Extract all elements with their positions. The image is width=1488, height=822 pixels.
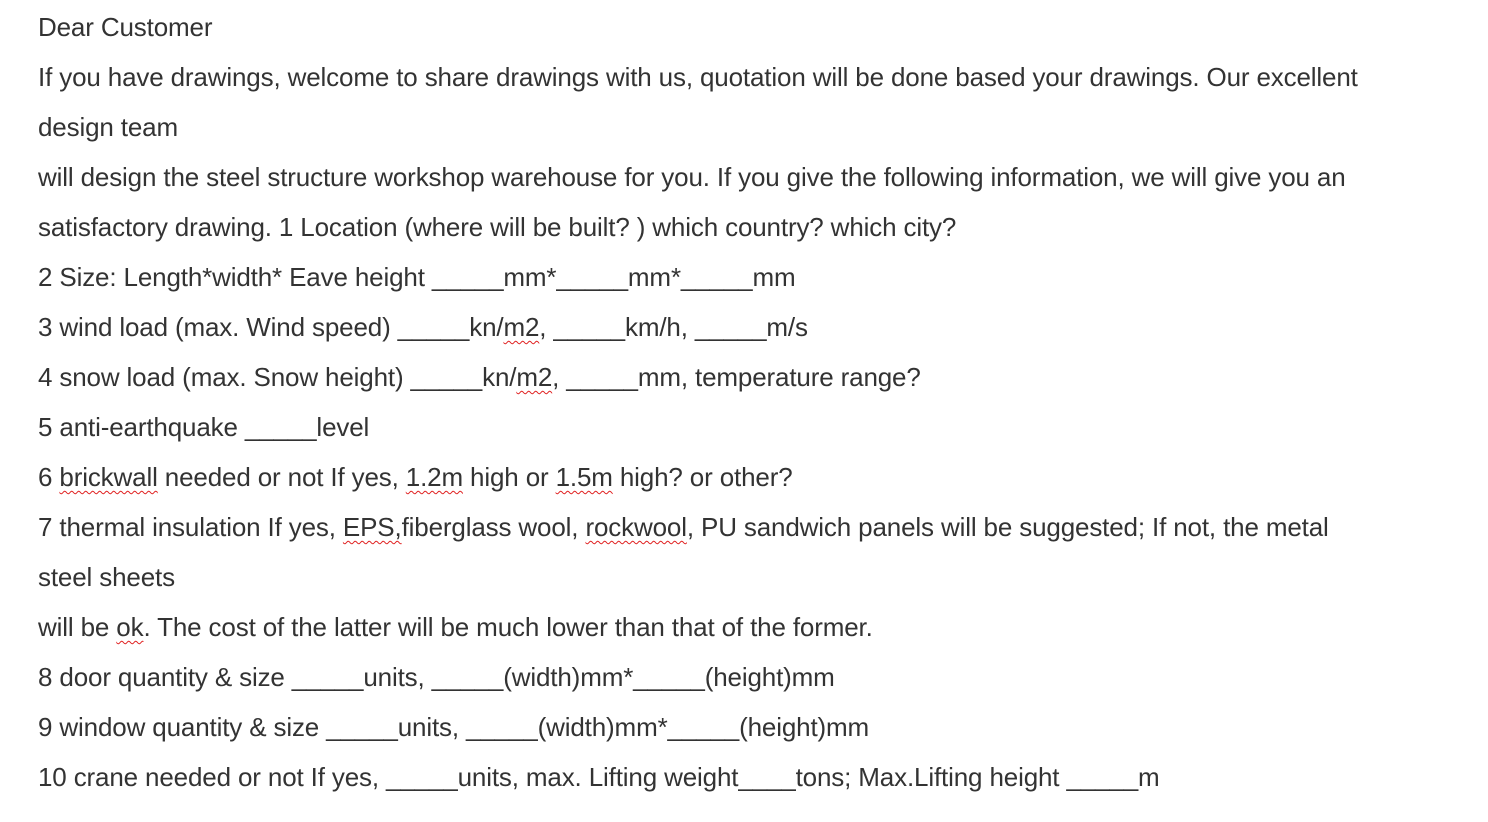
text-segment: will be bbox=[38, 612, 117, 642]
text-segment: , _____mm, temperature range? bbox=[552, 362, 921, 392]
misspelled-word: 1.5m bbox=[555, 462, 613, 492]
text-line bbox=[38, 602, 1478, 652]
text-line bbox=[38, 2, 1478, 52]
text-segment: 10 crane needed or not If yes, _____units, max. Lifting weight____tons; Max.Lifting height _____m bbox=[38, 762, 1160, 792]
text-segment: high or bbox=[462, 462, 556, 492]
text-line bbox=[38, 252, 1478, 302]
text-line bbox=[38, 352, 1478, 402]
text-line bbox=[38, 452, 1478, 502]
misspelled-word: rockwool bbox=[585, 512, 687, 542]
misspelled-word: ok bbox=[116, 612, 144, 642]
text-segment: design team bbox=[38, 112, 178, 142]
text-line bbox=[38, 502, 1478, 552]
misspelled-word: brickwall bbox=[59, 462, 158, 492]
text-line bbox=[38, 752, 1478, 802]
text-line bbox=[38, 552, 1478, 602]
text-segment: steel sheets bbox=[38, 562, 175, 592]
text-segment: 7 thermal insulation If yes, bbox=[38, 512, 343, 542]
text-line bbox=[38, 652, 1478, 702]
document-body bbox=[38, 2, 1478, 802]
misspelled-word: m2 bbox=[516, 362, 553, 392]
text-line bbox=[38, 52, 1478, 102]
text-segment: If you have drawings, welcome to share drawings with us, quotation will be done based your drawings. Our excellent bbox=[38, 62, 1358, 92]
text-line bbox=[38, 702, 1478, 752]
text-line bbox=[38, 302, 1478, 352]
text-line bbox=[38, 402, 1478, 452]
misspelled-word: m2 bbox=[503, 312, 540, 342]
text-segment: , PU sandwich panels will be suggested; If not, the metal bbox=[686, 512, 1329, 542]
text-line bbox=[38, 102, 1478, 152]
text-segment: fiberglass wool, bbox=[401, 512, 586, 542]
text-segment: , _____km/h, _____m/s bbox=[539, 312, 808, 342]
misspelled-word: EPS, bbox=[342, 512, 402, 542]
text-line bbox=[38, 202, 1478, 252]
text-segment: 6 bbox=[38, 462, 60, 492]
text-segment: high? or other? bbox=[612, 462, 793, 492]
text-segment: will design the steel structure workshop warehouse for you. If you give the following information, we will give you an bbox=[38, 162, 1346, 192]
text-line bbox=[38, 152, 1478, 202]
text-segment: needed or not If yes, bbox=[157, 462, 406, 492]
misspelled-word: 1.2m bbox=[405, 462, 463, 492]
text-segment: Dear Customer bbox=[38, 12, 213, 42]
text-segment: 2 Size: Length*width* Eave height _____mm*_____mm*_____mm bbox=[38, 262, 796, 292]
text-segment: 3 wind load (max. Wind speed) _____kn/ bbox=[38, 312, 504, 342]
text-segment: 4 snow load (max. Snow height) _____kn/ bbox=[38, 362, 517, 392]
text-segment: 8 door quantity & size _____units, _____(width)mm*_____(height)mm bbox=[38, 662, 835, 692]
text-segment: 9 window quantity & size _____units, _____(width)mm*_____(height)mm bbox=[38, 712, 870, 742]
text-segment: satisfactory drawing. 1 Location (where will be built? ) which country? which city? bbox=[38, 212, 957, 242]
text-segment: 5 anti-earthquake _____level bbox=[38, 412, 370, 442]
text-segment: . The cost of the latter will be much lower than that of the former. bbox=[143, 612, 873, 642]
